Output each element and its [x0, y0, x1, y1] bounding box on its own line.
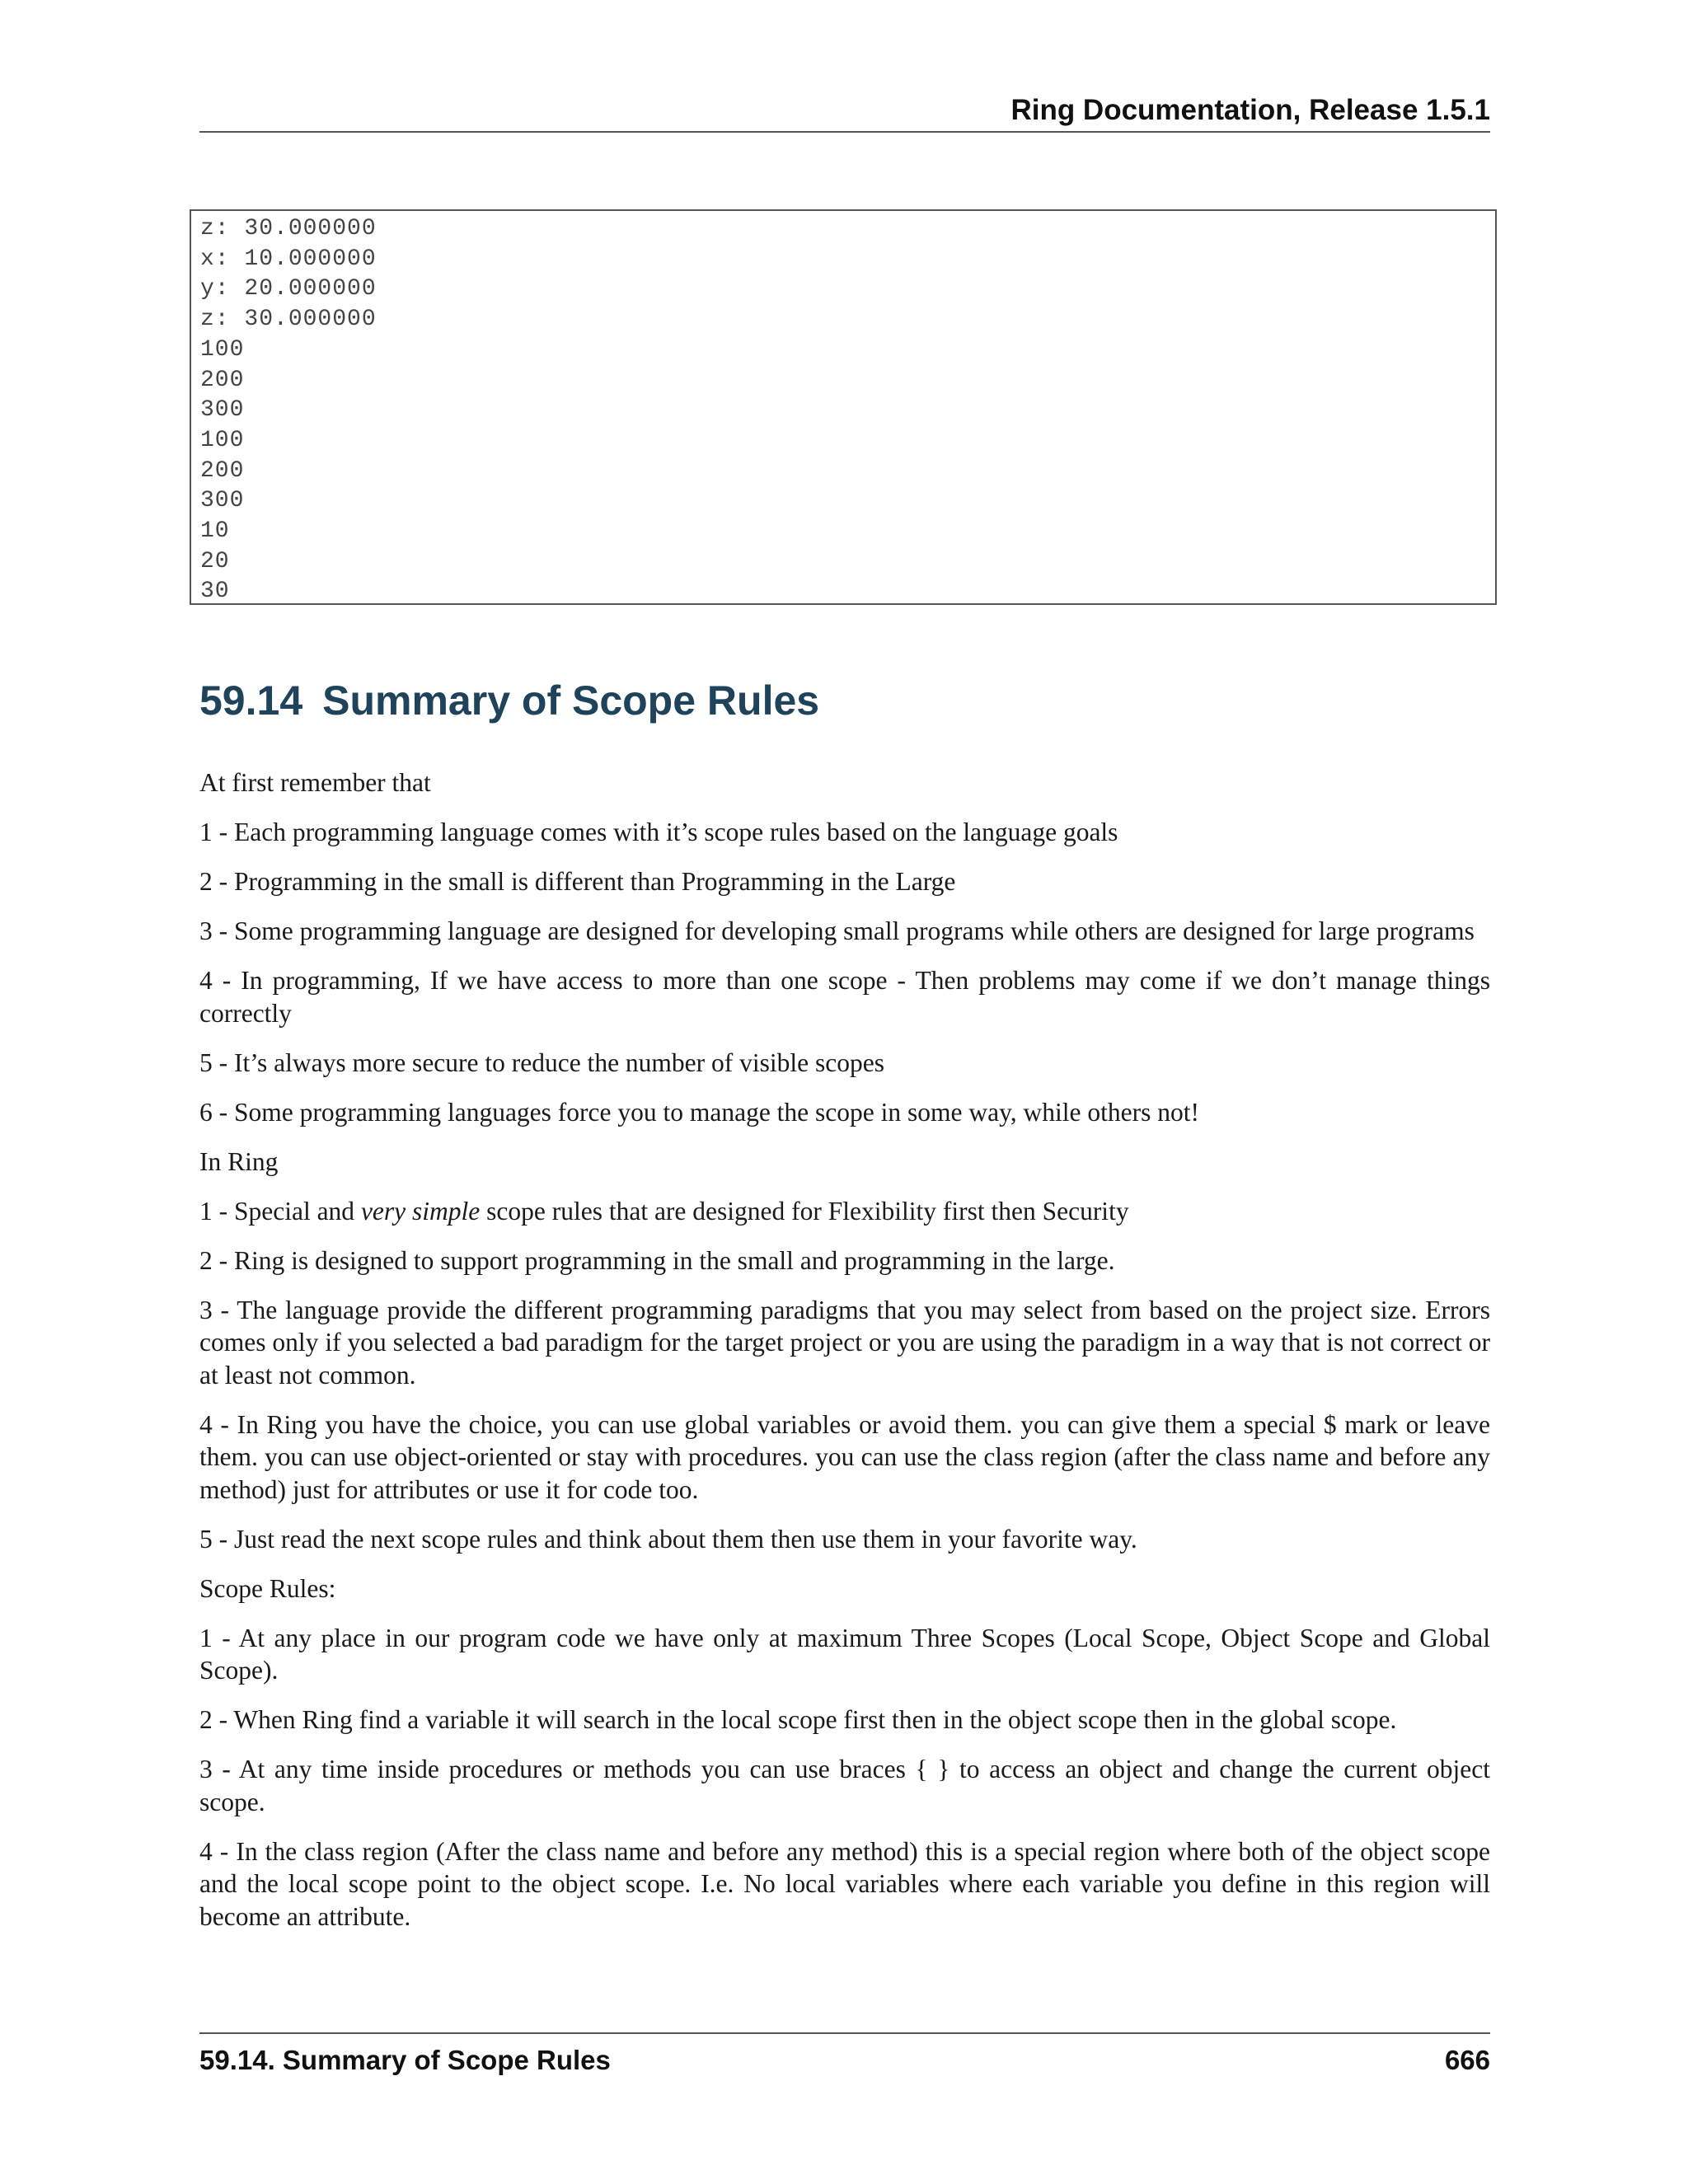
document-title: Ring Documentation, Release 1.5.1 [1010, 94, 1490, 126]
paragraph: 5 - It’s always more secure to reduce the number of visible scopes [199, 1047, 884, 1077]
paragraph: 2 - Programming in the small is different than Programming in the Large [199, 867, 956, 896]
section-number: 59.14 [199, 677, 303, 724]
section-heading [199, 672, 819, 729]
code-line: z: 30.000000 [200, 216, 377, 241]
emphasis-text: very simple [360, 1196, 481, 1226]
code-line: 300 [200, 397, 245, 424]
paragraph: 4 - In the class region (After the class name and before any method) this is a special region where both of the object scope and the local scope point to the object scope. I.e. No local variables where each variable you define in this region will become an attribute. [199, 1836, 1490, 1931]
code-line: 200 [200, 457, 245, 484]
paragraph: 5 - Just read the next scope rules and think about them then use them in your favorite way. [199, 1524, 1137, 1554]
code-output-block [190, 209, 1497, 605]
code-line: 100 [200, 336, 245, 363]
paragraph: Scope Rules: [199, 1573, 336, 1603]
paragraph: 4 - In programming, If we have access to more than one scope - Then problems may come if we don’t manage things correctly [199, 966, 1490, 1028]
paragraph: In Ring [199, 1146, 279, 1176]
running-footer [199, 2032, 1490, 2079]
paragraph: 3 - Some programming language are designed for developing small programs while others are designed for large programs [199, 916, 1475, 945]
section-title: Summary of Scope Rules [322, 677, 820, 724]
paragraph: 3 - The language provide the different programming paradigms that you may select from based on the project size. Errors comes only if you selected a bad paradigm for the target project or you are using the paradigm in a way that is not correct or at least not common. [199, 1295, 1490, 1390]
code-line: 30 [200, 579, 230, 605]
code-line: 200 [200, 367, 245, 393]
paragraph-text: scope rules that are designed for Flexibility first then Security [480, 1196, 1129, 1226]
paragraph: 6 - Some programming languages force you to manage the scope in some way, while others not! [199, 1097, 1200, 1127]
paragraph: 2 - Ring is designed to support programming in the small and programming in the large. [199, 1245, 1115, 1275]
paragraph: At first remember that [199, 768, 431, 797]
code-line: 20 [200, 548, 230, 574]
paragraph: 1 - At any place in our program code we have only at maximum Three Scopes (Local Scope, Object Scope and Global Scope). [199, 1623, 1490, 1685]
code-line: y: 20.000000 [200, 276, 377, 302]
running-header [199, 92, 1490, 133]
paragraph: 1 - Each programming language comes with it’s scope rules based on the language goals [199, 818, 1118, 846]
footer-section-label: 59.14. Summary of Scope Rules [199, 2045, 611, 2075]
section-body [199, 766, 1490, 1950]
code-line: x: 10.000000 [200, 246, 377, 272]
code-line: z: 30.000000 [200, 307, 377, 333]
code-line: 100 [200, 427, 245, 453]
paragraph: 4 - In Ring you have the choice, you can use global variables or avoid them. you can give them a special $ mark or leave them. you can use object-oriented or stay with procedures. you can use the class region (after the class name and before any method) just for attributes or use it for code too. [199, 1409, 1490, 1504]
paragraph: 2 - When Ring find a variable it will search in the local scope first then in the object scope then in the global scope. [199, 1705, 1397, 1734]
paragraph: 3 - At any time inside procedures or methods you can use braces { } to access an object and change the current object scope. [199, 1755, 1490, 1816]
page-number: 666 [1444, 2045, 1490, 2075]
paragraph-text: 1 - Special and [199, 1196, 361, 1226]
paragraph [199, 1195, 1490, 1228]
code-line: 300 [200, 488, 245, 514]
code-line: 10 [200, 518, 230, 545]
